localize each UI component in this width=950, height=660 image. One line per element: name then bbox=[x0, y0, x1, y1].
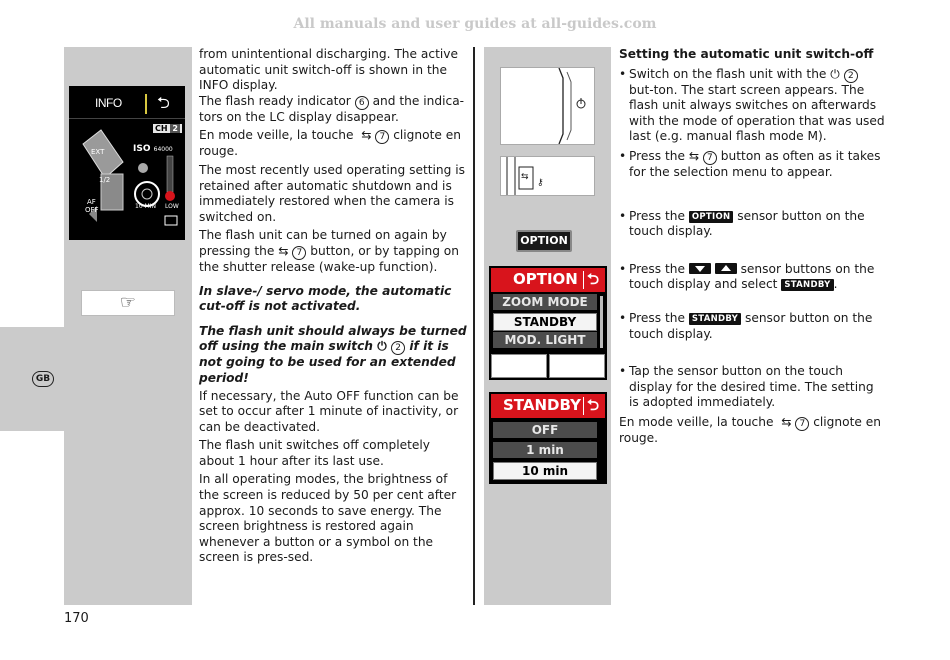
left-p2-b: and the indica-tors on the LC display disappear. bbox=[199, 93, 465, 124]
left-p5 bbox=[199, 228, 467, 275]
step-1 bbox=[619, 67, 885, 145]
low-label: LOW bbox=[165, 203, 179, 210]
up-arrow-tag-icon bbox=[715, 263, 737, 274]
arrow-down-icon: ▼ bbox=[514, 358, 524, 373]
right-text-column bbox=[619, 47, 885, 450]
step-4-c: . bbox=[833, 277, 838, 292]
channel-label: CH bbox=[155, 124, 168, 133]
standby-menu-titlebar bbox=[491, 394, 605, 418]
ext-label: EXT bbox=[91, 148, 105, 156]
iso-value: 64000 bbox=[153, 146, 173, 153]
return-icon: ⮌ bbox=[157, 93, 170, 112]
num-7-icon: 7 bbox=[292, 246, 306, 260]
svg-text:⚷: ⚷ bbox=[537, 178, 544, 188]
left-p1: from unintentional discharging. The active automatic unit switch-off is shown in the INFO display. bbox=[199, 47, 458, 93]
standby-menu-display bbox=[489, 392, 607, 484]
option-item-zoom-mode[interactable]: ZOOM MODE bbox=[493, 294, 597, 310]
standby-item-1-min[interactable]: 1 min bbox=[493, 442, 597, 458]
option-title-divider bbox=[583, 271, 584, 289]
note-main-switch-a: The flash unit should always be turned off using the main switch bbox=[199, 323, 467, 354]
step-5-b: sensor button on the touch display. bbox=[629, 310, 873, 341]
left-p4: The most recently used operating setting is retained after automatic shutdown and is immediately restored when the camera is switched on. bbox=[199, 162, 466, 224]
note-main-switch-b: if it is not going to be used for an extended period! bbox=[199, 339, 456, 385]
svg-text:⇆: ⇆ bbox=[521, 172, 529, 182]
off-label: OFF bbox=[85, 206, 99, 214]
flash-head-icon bbox=[69, 86, 185, 240]
info-title: INFO bbox=[95, 96, 122, 110]
af-label: AF bbox=[87, 198, 96, 206]
side-tab bbox=[0, 327, 64, 431]
num-2-icon: 2 bbox=[844, 69, 858, 83]
step-4 bbox=[619, 262, 885, 293]
option-item-standby[interactable]: STANDBY bbox=[493, 313, 597, 331]
left-p2-a: The flash ready indicator bbox=[199, 93, 351, 108]
step-2-b: button as often as it takes for the selection menu to appear. bbox=[629, 148, 881, 179]
num-2-icon: 2 bbox=[391, 341, 405, 355]
swap-arrows-icon: ⇆ bbox=[688, 148, 700, 163]
power-icon: ⏻ bbox=[830, 66, 840, 81]
left-p7: The flash unit switches off completely about 1 hour after its last use. bbox=[199, 438, 431, 468]
step-1-b: but-ton. The start screen appears. The flash unit always switches on afterwards with the mode of operation that was used last (e.g. manual flash mode M). bbox=[629, 82, 885, 144]
step-1-a: Switch on the flash unit with the bbox=[629, 66, 827, 81]
left-p6: If necessary, the Auto OFF function can be set to occur after 1 minute of inactivity, or can be deactivated. bbox=[199, 388, 459, 434]
iso-label: ISO bbox=[133, 144, 151, 154]
option-sensor-button[interactable] bbox=[516, 230, 572, 252]
step-2-a: Press the bbox=[629, 148, 685, 163]
left-p3 bbox=[199, 128, 467, 160]
step-2 bbox=[619, 149, 885, 181]
option-menu-titlebar bbox=[491, 268, 605, 292]
left-p8: In all operating modes, the brightness of the screen is reduced by 50 per cent after approx. 10 seconds to save energy. The screen brightness is restored again whenever a button or a symbol on the screen is pres-sed. bbox=[199, 472, 457, 565]
down-arrow-tag-icon bbox=[689, 263, 711, 274]
num-7-icon: 7 bbox=[375, 130, 389, 144]
step-5 bbox=[619, 311, 885, 342]
page-number: 170 bbox=[64, 611, 89, 626]
power-icon: ⏻ bbox=[377, 339, 387, 354]
info-display-image bbox=[69, 86, 185, 240]
right-end-note-a: En mode veille, la touche bbox=[619, 414, 774, 429]
standby-tag: STANDBY bbox=[689, 313, 741, 325]
option-scrollbar[interactable] bbox=[600, 296, 603, 348]
mode-button-icon bbox=[501, 157, 594, 195]
left-p5-b: button, or by tapping on the shutter release (wake-up function). bbox=[199, 243, 459, 274]
timer-label: 10 MIN bbox=[135, 203, 156, 210]
device-side-image bbox=[500, 67, 595, 145]
swap-arrows-icon: ⇆ bbox=[278, 243, 289, 258]
standby-item-10-min[interactable]: 10 min bbox=[493, 462, 597, 480]
left-p2 bbox=[199, 94, 467, 126]
option-menu-display bbox=[489, 266, 607, 380]
arrow-up-icon: ▲ bbox=[572, 358, 582, 373]
right-end-note-b: clignote en rouge. bbox=[619, 414, 881, 445]
num-7-icon: 7 bbox=[795, 417, 809, 431]
left-p3-b: clignote en rouge. bbox=[199, 128, 461, 159]
step-5-a: Press the bbox=[629, 310, 685, 325]
step-3-b: sensor button on the touch display. bbox=[629, 208, 865, 239]
section-heading: Setting the automatic unit switch-off bbox=[619, 47, 874, 61]
option-menu-title: OPTION bbox=[513, 270, 578, 288]
ratio-label: 1/2 bbox=[99, 176, 111, 184]
column-divider bbox=[473, 47, 475, 605]
standby-menu-title: STANDBY bbox=[503, 396, 581, 414]
option-nav-down-button[interactable] bbox=[491, 354, 547, 378]
step-4-a: Press the bbox=[629, 261, 685, 276]
right-end-note bbox=[619, 415, 885, 447]
note-main-switch bbox=[199, 324, 467, 387]
left-text-column bbox=[199, 47, 467, 569]
standby-item-off[interactable]: OFF bbox=[493, 422, 597, 438]
pointing-hand-icon: ☞ bbox=[119, 292, 137, 313]
option-nav-up-button[interactable] bbox=[549, 354, 605, 378]
left-p3-a: En mode veille, la touche bbox=[199, 128, 354, 143]
step-3-a: Press the bbox=[629, 208, 685, 223]
power-button-icon bbox=[501, 68, 594, 144]
step-6: • Tap the sensor button on the touch display for the desired time. The setting is adopted immediately. bbox=[619, 364, 885, 411]
iso-text bbox=[133, 144, 173, 154]
lang-badge: GB bbox=[32, 371, 54, 387]
option-tag: OPTION bbox=[689, 211, 734, 223]
watermark: All manuals and user guides at all-guides.com bbox=[293, 16, 657, 32]
standby-title-divider bbox=[583, 397, 584, 415]
left-p5-a: The flash unit can be turned on again by pressing the bbox=[199, 228, 447, 258]
option-sensor-label: OPTION bbox=[520, 234, 568, 247]
swap-arrows-icon: ⇆ bbox=[357, 128, 372, 143]
channel-number: 2 bbox=[172, 124, 178, 133]
option-item-mod-light[interactable]: MOD. LIGHT bbox=[493, 332, 597, 348]
step-4-b: sensor buttons on the touch display and select bbox=[629, 261, 875, 292]
swap-arrows-icon: ⇆ bbox=[777, 414, 792, 429]
option-back-icon[interactable]: ⮌ bbox=[587, 270, 600, 288]
standby-tag: STANDBY bbox=[781, 279, 833, 291]
note-slave-mode: In slave-/ servo mode, the automatic cut-off is not activated. bbox=[199, 283, 452, 314]
device-buttons-image bbox=[500, 156, 595, 196]
num-6-icon: 6 bbox=[355, 96, 369, 110]
step-3 bbox=[619, 209, 885, 240]
note-box bbox=[81, 290, 175, 316]
standby-back-icon[interactable]: ⮌ bbox=[587, 396, 600, 414]
num-7-icon: 7 bbox=[703, 151, 717, 165]
